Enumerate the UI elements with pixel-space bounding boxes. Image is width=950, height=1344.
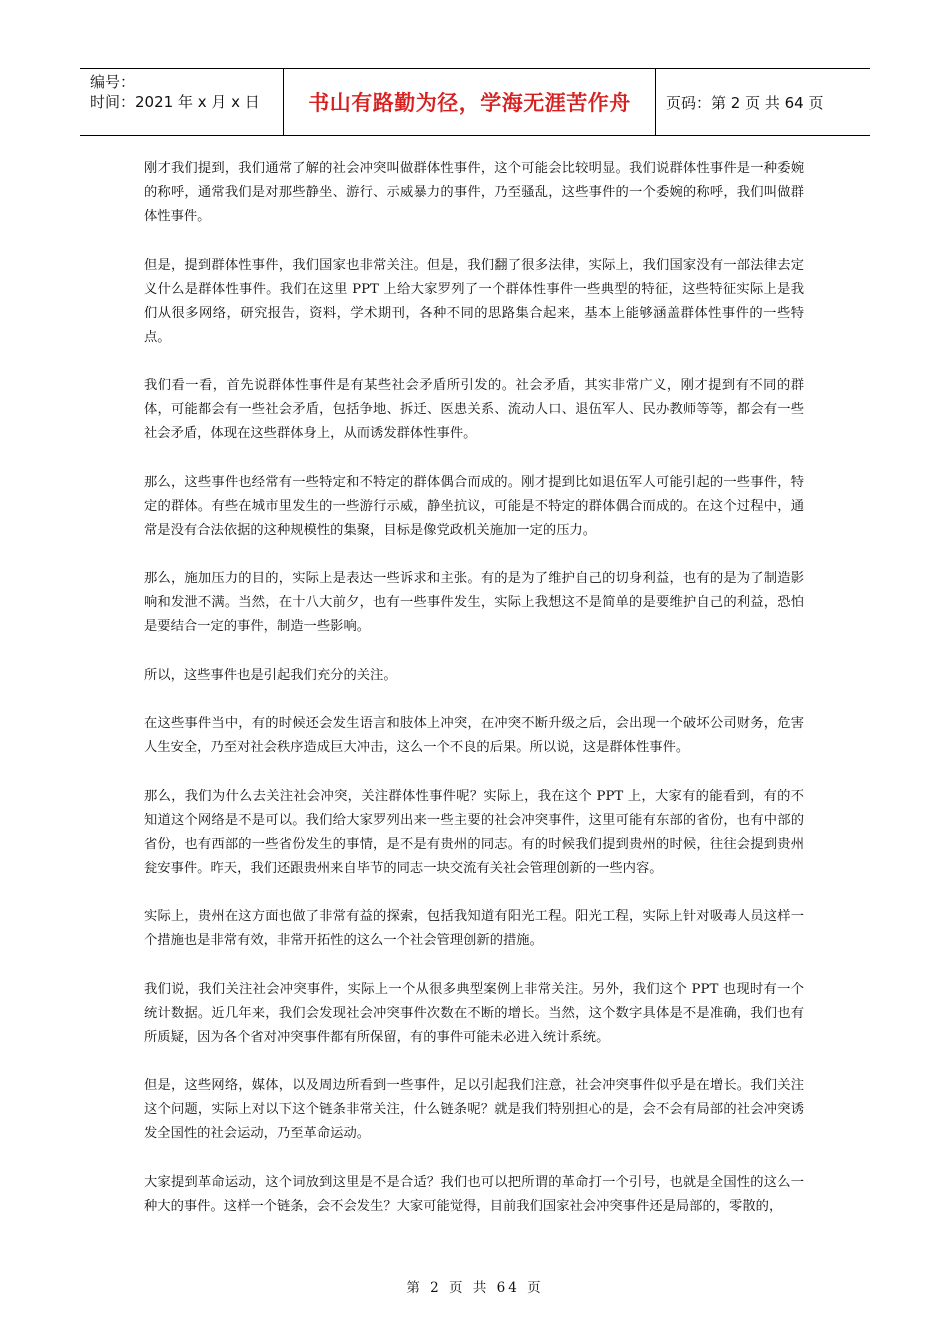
document-date: 时间：2021 年 x 月 x 日: [90, 93, 260, 111]
paragraph: 刚才我们提到，我们通常了解的社会冲突叫做群体性事件，这个可能会比较明显。我们说群体性事件是一种委婉的称呼，通常我们是对那些静坐、游行、示威暴力的事件，乃至骚乱，这些事件的一个委婉的称呼，我们叫做群体性事件。: [144, 161, 804, 224]
header-meta: [80, 69, 284, 135]
paragraph: 我们看一看，首先说群体性事件是有某些社会矛盾所引发的。社会矛盾，其实非常广义，刚才提到有不同的群体，可能都会有一些社会矛盾，包括争地、拆迁、医患关系、流动人口、退伍军人、民办教师等等，都会有一些社会矛盾，体现在这些群体身上，从而诱发群体性事件。: [144, 378, 804, 441]
page-footer: 第 2 页 共 64 页: [406, 1280, 544, 1296]
document-number-label: 编号：: [90, 73, 136, 91]
paragraph: 那么，我们为什么去关注社会冲突，关注群体性事件呢？实际上，我在这个 PPT 上，大家有的能看到，有的不知道这个网络是不是可以。我们给大家罗列出来一些主要的社会冲突事件，这里可能有东部的省份，也有中部的省份，也有西部的一些省份发生的事情，是不是有贵州的同志。有的时候我们提到贵州的时候，往往会提到贵州瓮安事件。昨天，我们还跟贵州来自毕节的同志一块交流有关社会管理创新的一些内容。: [144, 788, 804, 876]
paragraph: 在这些事件当中，有的时候还会发生语言和肢体上冲突，在冲突不断升级之后，会出现一个破坏公司财务，危害人生安全，乃至对社会秩序造成巨大冲击，这么一个不良的后果。所以说，这是群体性事件。: [144, 716, 804, 755]
header-motto: 书山有路勤为径，学海无涯苦作舟: [284, 69, 656, 135]
paragraph: 但是，这些网络，媒体，以及周边所看到一些事件，足以引起我们注意，社会冲突事件似乎是在增长。我们关注这个问题，实际上对以下这个链条非常关注，什么链条呢？就是我们特别担心的是，会不会有局部的社会冲突诱发全国性的社会运动，乃至革命运动。: [144, 1078, 804, 1141]
paragraph: 大家提到革命运动，这个词放到这里是不是合适？我们也可以把所谓的革命打一个引号，也就是全国性的这么一种大的事件。这样一个链条，会不会发生？大家可能觉得，目前我们国家社会冲突事件还是局部的，零散的，: [144, 1174, 804, 1214]
paragraph: 那么，施加压力的目的，实际上是表达一些诉求和主张。有的是为了维护自己的切身利益，也有的是为了制造影响和发泄不满。当然，在十八大前夕，也有一些事件发生，实际上我想这不是简单的是要维护自己的利益，恐怕是要结合一定的事件，制造一些影响。: [144, 571, 804, 634]
paragraph: 我们说，我们关注社会冲突事件，实际上一个从很多典型案例上非常关注。另外，我们这个 PPT 也现时有一个统计数据。近几年来，我们会发现社会冲突事件次数在不断的增长。当然，这个数字具体是不是准确，我们也有所质疑，因为各个省对冲突事件都有所保留，有的事件可能未必进入统计系统。: [144, 981, 804, 1045]
paragraph: 那么，这些事件也经常有一些特定和不特定的群体偶合而成的。刚才提到比如退伍军人可能引起的一些事件，特定的群体。有些在城市里发生的一些游行示威，静坐抗议，可能是不特定的群体偶合而成的。在这个过程中，通常是没有合法依据的这种规模性的集聚，目标是像党政机关施加一定的压力。: [144, 474, 804, 538]
header-page-info: 页码：第 2 页 共 64 页: [666, 93, 824, 112]
paragraph: 所以，这些事件也是引起我们充分的关注。: [144, 667, 397, 683]
paragraph: 但是，提到群体性事件，我们国家也非常关注。但是，我们翻了很多法律，实际上，我们国家没有一部法律去定义什么是群体性事件。我们在这里 PPT 上给大家罗列了一个群体性事件一些典型的特征，这些特征实际上是我们从很多网络，研究报告，资料，学术期刊，各种不同的思路集合起来，基本上能够涵盖群体性事件的一些特点。: [144, 257, 804, 345]
document-body: [144, 157, 804, 1243]
paragraph: 实际上，贵州在这方面也做了非常有益的探索，包括我知道有阳光工程。阳光工程，实际上针对吸毒人员这样一个措施也是非常有效，非常开拓性的这么一个社会管理创新的措施。: [144, 909, 804, 948]
page-header: [80, 68, 870, 136]
